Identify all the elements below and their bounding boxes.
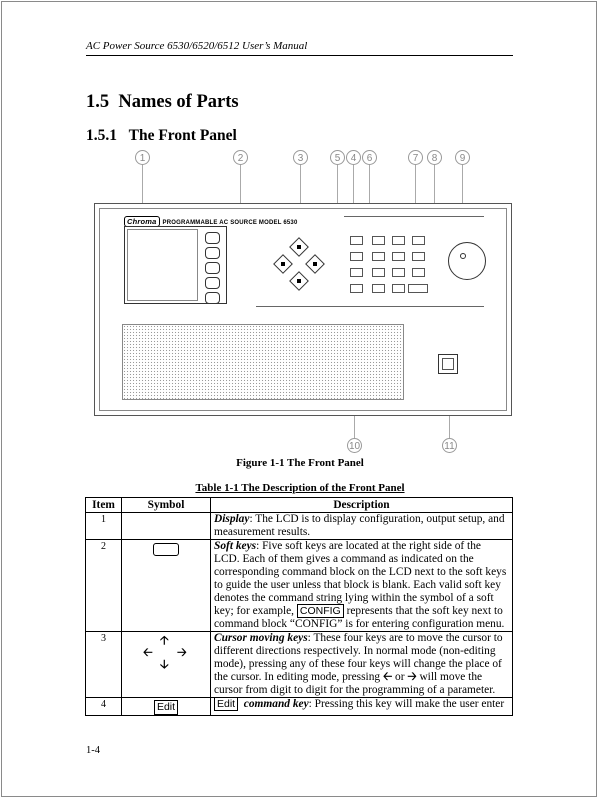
row-text: represents that the soft key next to command block “CONFIG” is for entering configuration menu. (214, 605, 505, 630)
callout-2: 2 (233, 150, 248, 165)
rotary-knob[interactable] (448, 242, 486, 280)
keypad-key[interactable] (372, 252, 385, 261)
cursor-left-key[interactable] (273, 254, 293, 274)
chroma-logo: Chroma (124, 216, 160, 227)
cursor-up-key[interactable] (289, 237, 309, 257)
edit-key[interactable] (350, 252, 363, 261)
config-key-label: CONFIG (297, 604, 344, 618)
arrow-up-icon: 🡡 (160, 633, 169, 647)
cursor-right-key[interactable] (305, 254, 325, 274)
soft-key-symbol (153, 543, 179, 556)
panel-line (344, 216, 484, 217)
arrow-left-icon: 🡠 (143, 645, 153, 659)
subsection-heading (86, 127, 237, 145)
soft-key[interactable] (205, 292, 220, 304)
lcd-screen (127, 229, 198, 301)
header-symbol: Symbol (122, 498, 211, 513)
table-row (86, 540, 513, 632)
keypad-key[interactable] (372, 268, 385, 277)
keypad-key[interactable] (392, 236, 405, 245)
arrow-left-icon: 🡠 (382, 671, 393, 683)
row-text: will move the cursor from digit to digit for the programming of a parameter. (214, 671, 496, 696)
keypad-key[interactable] (350, 236, 363, 245)
row-keyword: Soft keys (214, 540, 257, 552)
cursor-keys-symbol (141, 634, 191, 674)
row-item: 4 (86, 698, 122, 716)
subsection-title: The Front Panel (128, 127, 237, 144)
row-keyword: command key (243, 698, 309, 710)
keypad-key[interactable] (350, 284, 363, 293)
enter-key[interactable] (408, 284, 428, 293)
running-header: AC Power Source 6530/6520/6512 User’s Manual (86, 40, 308, 52)
soft-key[interactable] (205, 232, 220, 244)
section-heading (86, 92, 239, 113)
table-row (86, 513, 513, 540)
header-description: Description (211, 498, 513, 513)
keypad-key[interactable] (412, 268, 425, 277)
header-rule (86, 55, 513, 56)
soft-key[interactable] (205, 277, 220, 289)
keypad-key[interactable] (350, 268, 363, 277)
table-row (86, 698, 513, 716)
keypad-key[interactable] (372, 284, 385, 293)
table-row (86, 632, 513, 698)
row-item: 3 (86, 632, 122, 698)
keypad-key[interactable] (392, 284, 405, 293)
section-title: Names of Parts (118, 92, 239, 112)
keypad-key[interactable] (392, 252, 405, 261)
callout-7: 7 (408, 150, 423, 165)
row-item: 1 (86, 513, 122, 540)
soft-key[interactable] (205, 247, 220, 259)
cursor-down-key[interactable] (289, 271, 309, 291)
soft-key[interactable] (205, 262, 220, 274)
row-description (211, 632, 513, 698)
callout-8: 8 (427, 150, 442, 165)
row-symbol (122, 540, 211, 632)
row-symbol (122, 698, 211, 716)
edit-key-label: Edit (214, 697, 238, 711)
arrow-down-icon: 🡣 (160, 657, 169, 671)
row-description (211, 698, 513, 716)
model-text: PROGRAMMABLE AC SOURCE MODEL 6530 (162, 220, 298, 226)
row-description (211, 513, 513, 540)
row-description (211, 540, 513, 632)
figure-caption: Figure 1-1 The Front Panel (236, 457, 364, 469)
callout-9: 9 (455, 150, 470, 165)
callout-10: 10 (347, 438, 362, 453)
row-item: 2 (86, 540, 122, 632)
table-header-row (86, 498, 513, 513)
row-symbol (122, 632, 211, 698)
power-switch-rocker (442, 358, 454, 370)
keypad-key[interactable] (372, 236, 385, 245)
callout-11: 11 (442, 438, 457, 453)
page-number: 1-4 (86, 745, 100, 756)
callout-4: 4 (346, 150, 361, 165)
row-text: : Pressing this key will make the user enter (308, 698, 505, 710)
row-text: : The LCD is to display configuration, output setup, and measurement results. (214, 513, 505, 538)
arrow-right-icon: 🡢 (177, 645, 187, 659)
keypad-key[interactable] (412, 236, 425, 245)
keypad-key[interactable] (412, 252, 425, 261)
panel-line (256, 306, 484, 307)
callout-6: 6 (362, 150, 377, 165)
knob-indicator (460, 253, 466, 259)
row-text: : Five soft keys are located at the right side of the LCD. Each of them gives a command as indicated on the corresponding command block on the LCD next to the soft keys to guide the user unless that block is blank. Each valid soft key denotes the command string lying within the symbol of a soft key; for example, (214, 540, 507, 617)
keypad-key[interactable] (392, 268, 405, 277)
row-symbol (122, 513, 211, 540)
description-table (85, 497, 513, 716)
row-text: or (392, 671, 408, 683)
subsection-number: 1.5.1 (86, 127, 117, 144)
edit-key-symbol: Edit (154, 700, 178, 715)
power-switch[interactable] (438, 354, 458, 374)
table-caption: Table 1-1 The Description of the Front Panel (195, 482, 405, 494)
row-keyword: Display (214, 513, 250, 525)
row-text: : These four keys are to move the cursor to different directions respectively. In normal mode (non-editing mode), pressing any of these four keys will change the place of the cursor. In editing mode, pressing (214, 632, 503, 683)
section-number: 1.5 (86, 92, 110, 112)
front-panel-figure (94, 148, 514, 458)
header-item: Item (86, 498, 122, 513)
arrow-right-icon: 🡢 (407, 671, 417, 683)
callout-1: 1 (135, 150, 150, 165)
row-keyword: Cursor moving keys (214, 632, 308, 644)
cursor-pad (271, 238, 327, 294)
callout-5: 5 (330, 150, 345, 165)
callout-3: 3 (293, 150, 308, 165)
ventilation-grille (122, 324, 404, 400)
